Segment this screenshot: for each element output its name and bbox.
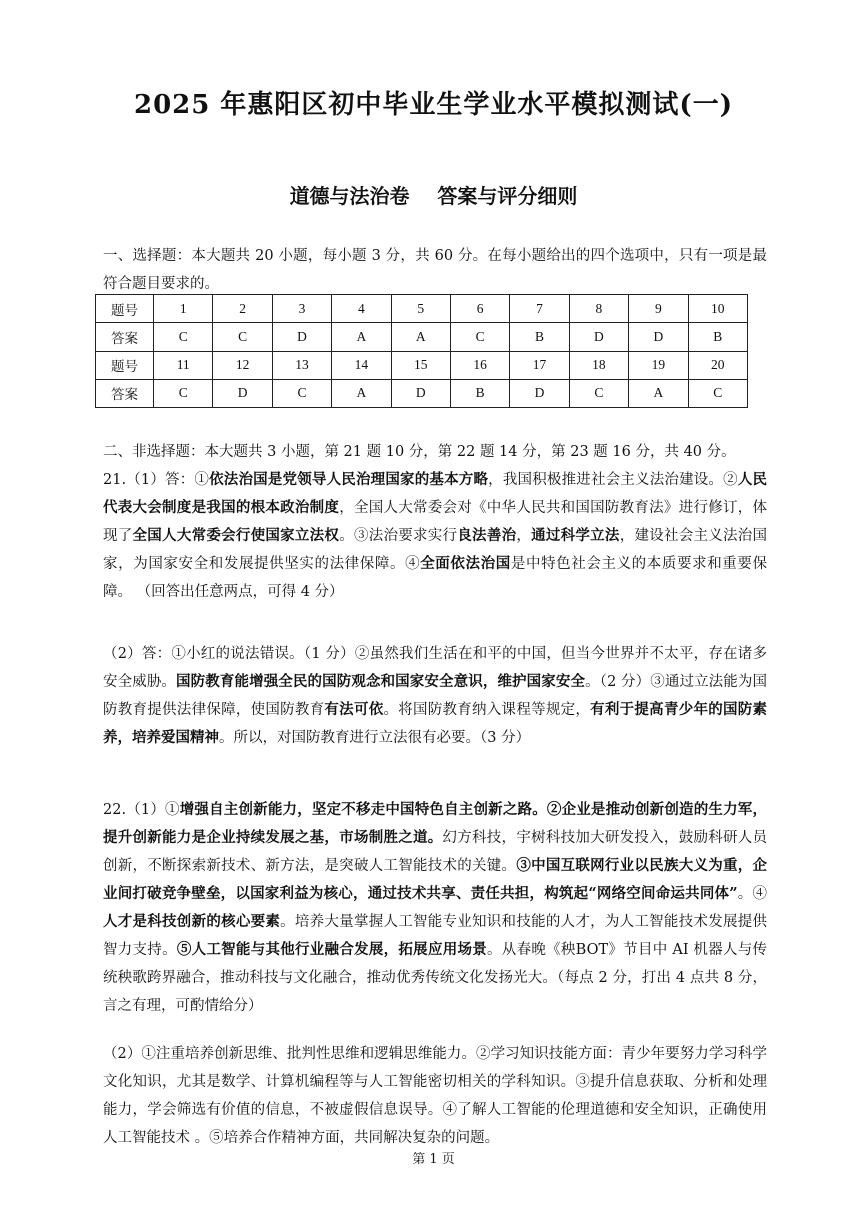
answer-table-cell: C (450, 323, 509, 351)
answer-table-cell: C (154, 379, 213, 407)
answer-table-cell: A (629, 379, 688, 407)
answer-table-cell: 16 (450, 351, 509, 379)
answer-table-cell: 12 (213, 351, 272, 379)
answer-table-cell: C (569, 379, 628, 407)
answer-table-cell: 6 (450, 295, 509, 323)
answer-table-cell: A (332, 379, 391, 407)
page-title: 2025 年惠阳区初中毕业生学业水平模拟测试(一) (133, 90, 734, 120)
answer-table-cell: D (272, 323, 331, 351)
answer-table-row-header: 题号 (96, 351, 154, 379)
answer-table-cell: 5 (391, 295, 450, 323)
answer-table-cell: 17 (510, 351, 569, 379)
section1-intro: 一、选择题：本大题共 20 小题，每小题 3 分，共 60 分。在每小题给出的四个选项中，只有一项是最符合题目要求的。 (103, 248, 767, 292)
answer-table-cell: 18 (569, 351, 628, 379)
answer-table-cell: D (213, 379, 272, 407)
answer-table-cell: 14 (332, 351, 391, 379)
answer-table-cell: D (510, 379, 569, 407)
answer-table-row (96, 351, 748, 379)
q21-part2-answer: （2）答：①小红的说法错误。（1 分）②虽然我们生活在和平的中国，但当今世界并不太平，存在诸多安全威胁。国防教育能增强全民的国防观念和国家安全意识，维护国家安全。（2 分）③通过立法能为国防教育提供法律保障，使国防教育有法可依。将国防教育纳入课程等规定，有利于提高青少年的国防素养，培养爱国精神。所以，对国防教育进行立法很有必要。（3 分） (103, 646, 768, 746)
answer-table-row-header: 题号 (96, 295, 154, 323)
answer-table-cell: 2 (213, 295, 272, 323)
answer-table-cell: D (391, 379, 450, 407)
answer-table-row (96, 323, 748, 351)
q21-part1-answer: 21.（1）答：①依法治国是党领导人民治理国家的基本方略，我国积极推进社会主义法治建设。②人民代表大会制度是我国的根本政治制度，全国人大常委会对《中华人民共和国国防教育法》进行修订，体现了全国人大常委会行使国家立法权。③法治要求实行良法善治，通过科学立法，建设社会主义法治国家，为国家安全和发展提供坚实的法律保障。④全面依法治国是中特色社会主义的本质要求和重要保障。 （回答出任意两点，可得 4 分） (103, 471, 768, 600)
answer-table-cell: B (688, 323, 747, 351)
answer-table-cell: D (629, 323, 688, 351)
answer-table-cell: 9 (629, 295, 688, 323)
answer-table-cell: 20 (688, 351, 747, 379)
answer-table-cell: A (332, 323, 391, 351)
answer-table-cell: C (688, 379, 747, 407)
section2-intro: 二、非选择题：本大题共 3 小题，第 21 题 10 分，第 22 题 14 分，第 23 题 16 分，共 40 分。 (103, 444, 736, 460)
answer-table-cell: C (272, 379, 331, 407)
answer-table-cell: B (450, 379, 509, 407)
answer-table-cell: D (569, 323, 628, 351)
page-subtitle: 道德与法治卷 答案与评分细则 (289, 184, 578, 208)
answer-table-row-header: 答案 (96, 379, 154, 407)
answer-table-cell: C (213, 323, 272, 351)
q22-part1-answer: 22.（1）①增强自主创新能力，坚定不移走中国特色自主创新之路。②企业是推动创新创造的生力军，提升创新能力是企业持续发展之基，市场制胜之道。幻方科技，宇树科技加大研发投入，鼓励科研人员创新，不断探索新技术、新方法，是突破人工智能技术的关键。③中国互联网行业以民族大义为重，企业间打破竞争壁垒，以国家利益为核心，通过技术共享、责任共担，构筑起“网络空间命运共同体”。④人才是科技创新的核心要素。培养大量掌握人工智能专业知识和技能的人才，为人工智能技术发展提供智力支持。⑤人工智能与其他行业融合发展，拓展应用场景。从春晚《秧BOT》节目中 AI 机器人与传统秧歌跨界融合，推动科技与文化融合，推动优秀传统文化发扬光大。（每点 2 分，打出 4 点共 8 分，言之有理，可酌情给分） (103, 801, 768, 1014)
page-number: 第 1 页 (412, 1152, 455, 1167)
answer-table-row (96, 379, 748, 407)
answer-table-cell: 3 (272, 295, 331, 323)
answer-table-cell: 19 (629, 351, 688, 379)
answer-table-cell: B (510, 323, 569, 351)
answer-table-cell: 4 (332, 295, 391, 323)
q22-part2-answer: （2）①注重培养创新思维、批判性思维和逻辑思维能力。②学习知识技能方面：青少年要努力学习科学文化知识，尤其是数学、计算机编程等与人工智能密切相关的学科知识。③提升信息获取、分析和处理能力，学会筛选有价值的信息，不被虚假信息误导。④了解人工智能的伦理道德和安全知识，正确使用人工智能技术 。⑤培养合作精神方面，共同解决复杂的问题。 (103, 1046, 767, 1146)
answer-table-cell: C (154, 323, 213, 351)
answer-table-cell: 13 (272, 351, 331, 379)
answer-table-cell: 1 (154, 295, 213, 323)
answer-table (95, 294, 748, 408)
answer-table-cell: 8 (569, 295, 628, 323)
answer-table-cell: 11 (154, 351, 213, 379)
answer-table-cell: 7 (510, 295, 569, 323)
answer-table-cell: A (391, 323, 450, 351)
answer-table-row-header: 答案 (96, 323, 154, 351)
answer-table-cell: 10 (688, 295, 747, 323)
answer-table-row (96, 295, 748, 323)
answer-table-cell: 15 (391, 351, 450, 379)
